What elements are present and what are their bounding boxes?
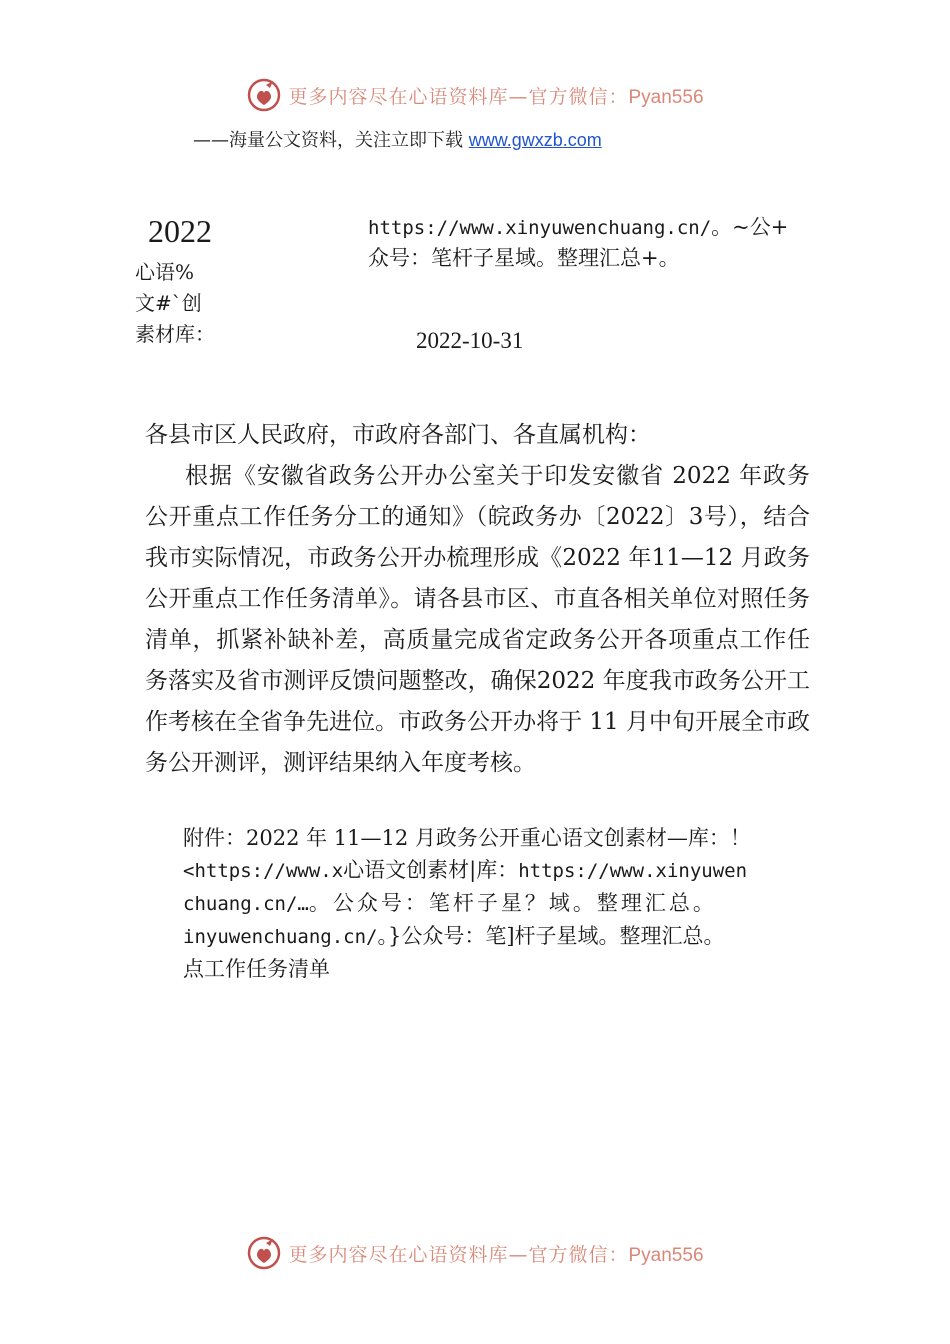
attachment-line: inyuwenchuang.cn/。}公众号：笔]杆子星域。整理汇总。 xyxy=(183,924,725,948)
banner-text: 更多内容尽在心语资料库—官方微信：Pyan556 xyxy=(288,1243,704,1266)
header-left-line: 素材库： xyxy=(135,322,215,346)
document-body xyxy=(145,415,810,784)
salutation: 各县市区人民政府，市政府各部门、各直属机构： xyxy=(145,422,651,448)
header-url: https://www.xinyuwenchuang.cn/ xyxy=(368,217,712,239)
download-link[interactable]: www.gwxzb.com xyxy=(468,130,602,150)
attachment-block xyxy=(183,822,863,985)
heart-logo-icon xyxy=(246,1235,282,1271)
header-left-line: 文#`创 xyxy=(135,291,202,315)
header-right-line2: 众号：笔杆子星域。整理汇总+。 xyxy=(368,246,680,270)
bottom-banner xyxy=(0,1228,950,1278)
download-subline: ——海量公文资料，关注立即下载 www.gwxzb.com xyxy=(193,130,602,151)
header-year: 2022 xyxy=(148,213,212,249)
header-left-line: 心语% xyxy=(135,260,195,284)
attachment-line: 附件：2022 年 11—12 月政务公开重心语文创素材—库：！ xyxy=(183,826,751,850)
heart-logo-icon xyxy=(246,77,282,113)
header-right-text: https://www.xinyuwenchuang.cn/。~公+ 众号：笔杆子星域。整理汇总+。 xyxy=(368,212,868,273)
attachment-line: <https://www.x心语文创素材|库：https://www.xinyuwen xyxy=(183,858,748,882)
attachment-line: chuang.cn/…。公众号：笔杆子星？域。整理汇总。 xyxy=(183,891,717,915)
top-banner xyxy=(0,70,950,120)
body-paragraph: 根据《安徽省政务公开办公室关于印发安徽省 2022 年政务公开重点工作任务分工的通知》（皖政务办〔2022〕3号），结合我市实际情况，市政务公开办梳理形成《2022 年11—12 月政务公开重点工作任务清单》。请各县市区、市直各相关单位对照任务清单，抓紧补缺补差，高质量完成省定政务公开各项重点工作任务落实及省市测评反馈问题整改，确保2022 年度我市政务公开工作考核在全省争先进位。市政务公开办将于 11 月中旬开展全市政务公开测评，测评结果纳入年度考核。 xyxy=(145,463,810,776)
document-date: 2022-10-31 xyxy=(416,328,524,353)
attachment-line: 点工作任务清单 xyxy=(183,957,330,981)
banner-text: 更多内容尽在心语资料库—官方微信：Pyan556 xyxy=(288,85,704,108)
header-left-text xyxy=(135,257,215,350)
